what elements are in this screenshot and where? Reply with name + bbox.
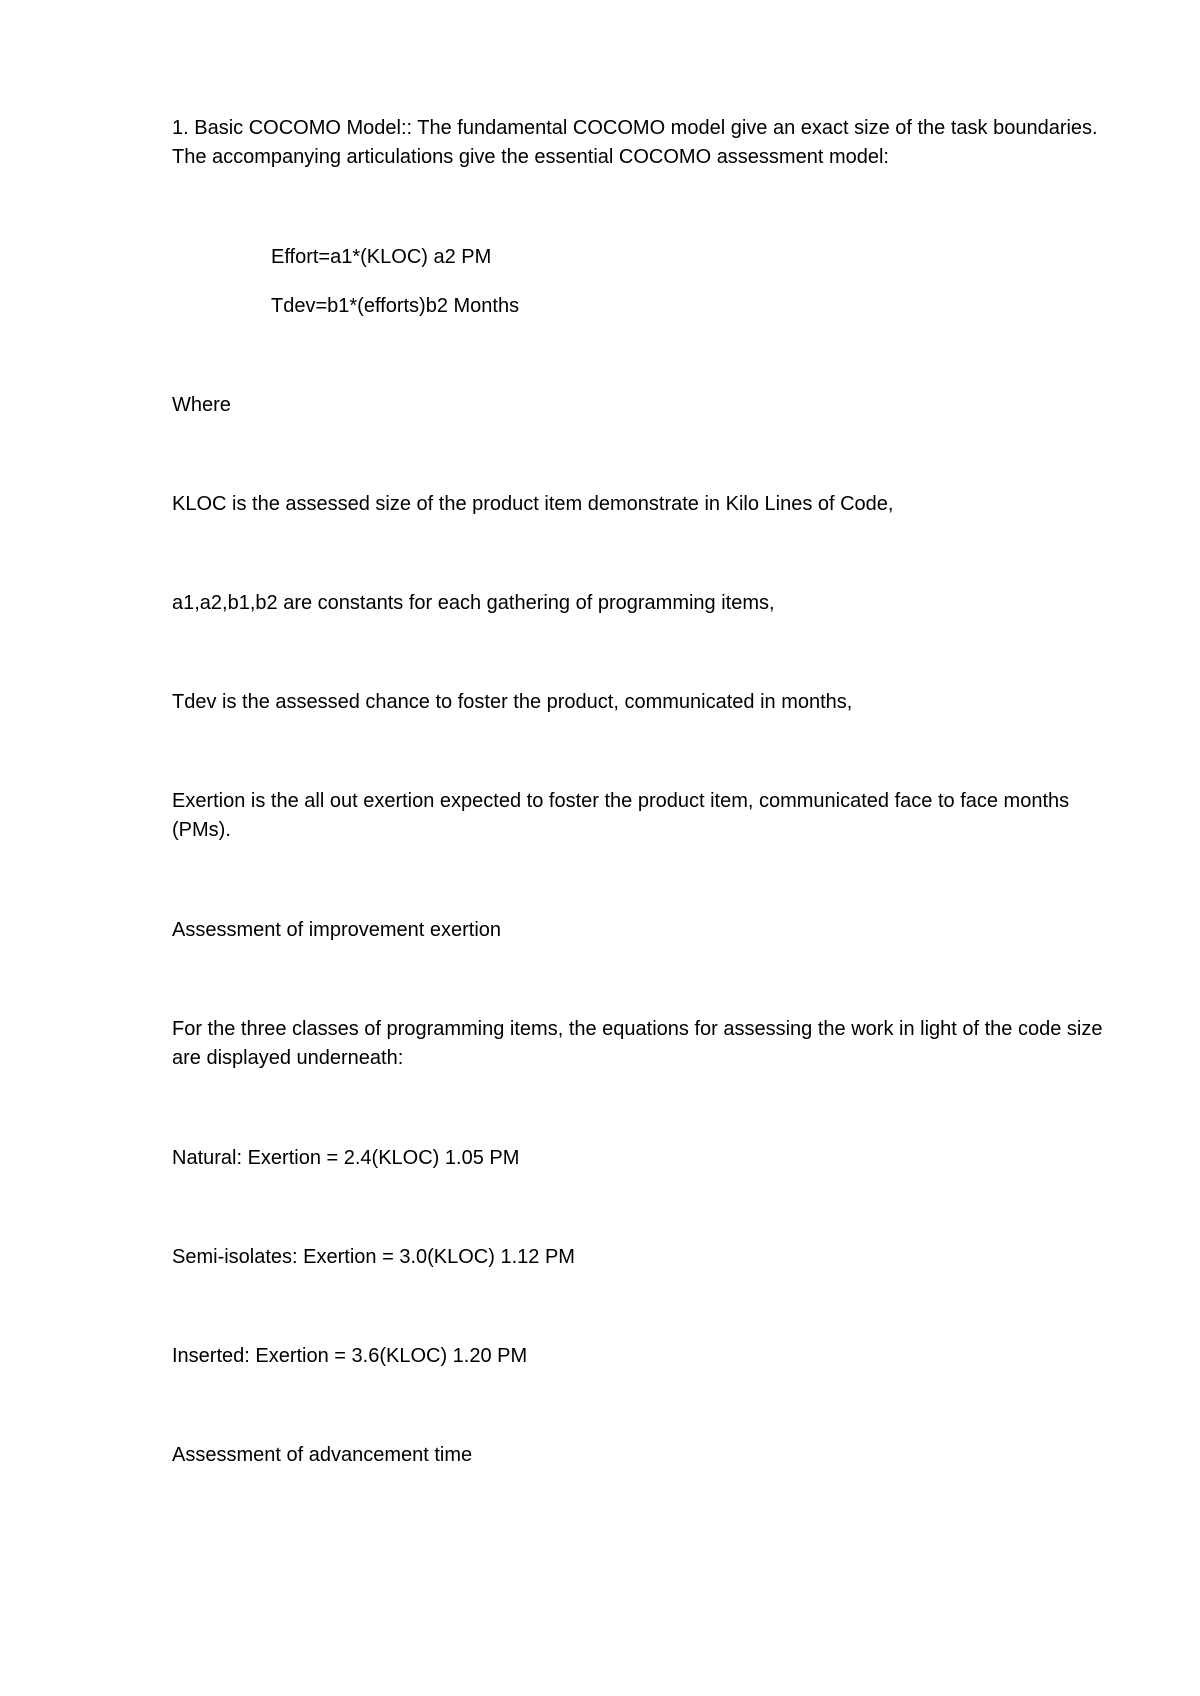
semi-isolates-equation: Semi-isolates: Exertion = 3.0(KLOC) 1.12 PM — [172, 1246, 575, 1268]
tdev-definition: Tdev is the assessed chance to foster the product, communicated in months, — [172, 691, 853, 713]
constants-definition: a1,a2,b1,b2 are constants for each gathering of programming items, — [172, 592, 775, 614]
time-assessment-heading: Assessment of advancement time — [172, 1444, 473, 1466]
inserted-equation: Inserted: Exertion = 3.6(KLOC) 1.20 PM — [172, 1345, 528, 1367]
intro-paragraph: 1. Basic COCOMO Model:: The fundamental COCOMO model give an exact size of the task boundaries. The accompanying articulations give the essential COCOMO assessment model: — [172, 117, 1098, 168]
effort-formula: Effort=a1*(KLOC) a2 PM — [271, 246, 492, 268]
effort-assessment-heading: Assessment of improvement exertion — [172, 919, 502, 941]
exertion-definition: Exertion is the all out exertion expected to foster the product item, communicated face to face months (PMs). — [172, 790, 1070, 841]
tdev-formula: Tdev=b1*(efforts)b2 Months — [271, 295, 520, 317]
classes-intro-paragraph: For the three classes of programming items, the equations for assessing the work in light of the code size are displayed underneath: — [172, 1018, 1103, 1069]
natural-equation: Natural: Exertion = 2.4(KLOC) 1.05 PM — [172, 1147, 520, 1169]
where-label: Where — [172, 394, 231, 416]
kloc-definition: KLOC is the assessed size of the product item demonstrate in Kilo Lines of Code, — [172, 493, 894, 515]
